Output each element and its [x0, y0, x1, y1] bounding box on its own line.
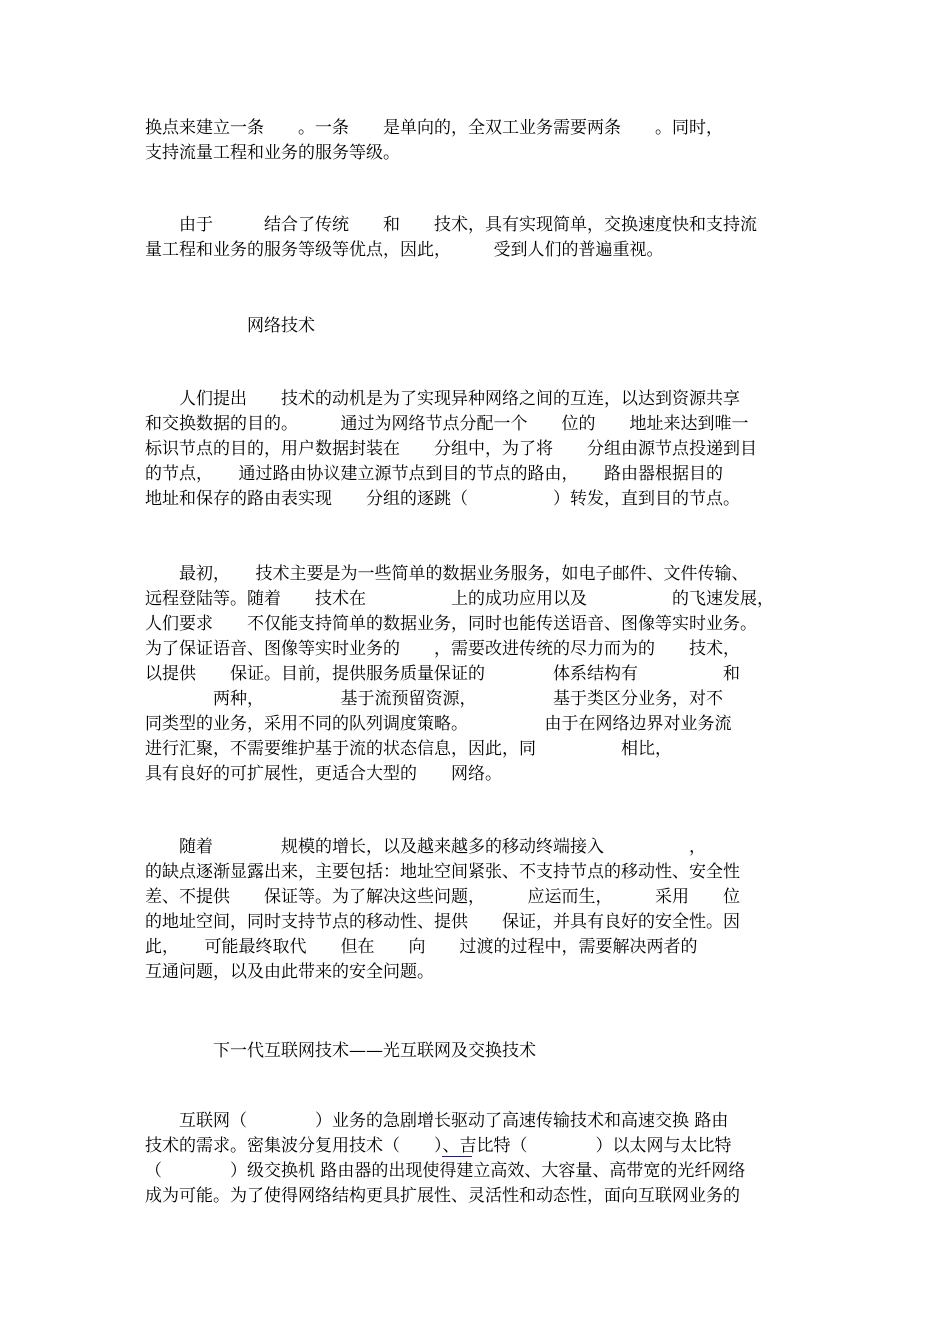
- section-heading: 网络技术: [145, 316, 315, 336]
- text-line: （ ）级交换机 路由器的出现使得建立高效、大容量、高带宽的光纤网络: [145, 1161, 746, 1181]
- text-line: 的节点， 通过路由协议建立源节点到目的节点的路由， 路由器根据目的: [145, 464, 723, 484]
- text-line: 此， 可能最终取代 但在 向 过渡的过程中，需要解决两者的: [145, 937, 698, 957]
- text-line: 标识节点的目的，用户数据封装在 分组中，为了将 分组由源节点投递到目: [145, 439, 757, 459]
- text-line: 成为可能。为了使得网络结构更具扩展性、灵活性和动态性，面向互联网业务的: [145, 1186, 740, 1206]
- text-line: 技术的需求。密集波分复用技术（ ）、吉比特（ ）以太网与太比特: [145, 1136, 732, 1156]
- text-line: 支持流量工程和业务的服务等级。: [145, 143, 400, 163]
- text-line: 量工程和业务的服务等级等优点，因此， 受到人们的普遍重视。: [145, 240, 664, 260]
- text-line: 互联网（ ）业务的急剧增长驱动了高速传输技术和高速交换 路由: [145, 1111, 729, 1131]
- text-line: 为了保证语音、图像等实时业务的 ，需要改进传统的尽力而为的 技术，: [145, 639, 740, 659]
- text-line: 人们提出 技术的动机是为了实现异种网络之间的互连，以达到资源共享: [145, 389, 740, 409]
- text-line: 随着 规模的增长，以及越来越多的移动终端接入 ，: [145, 837, 706, 857]
- text-line: 两种， 基于流预留资源， 基于类区分业务，对不: [145, 689, 723, 709]
- text-line: 同类型的业务，采用不同的队列调度策略。 由于在网络边界对业务流: [145, 714, 732, 734]
- text-line: 互通问题，以及由此带来的安全问题。: [145, 962, 434, 982]
- text-line: 地址和保存的路由表实现 分组的逐跳（ ）转发，直到目的节点。: [145, 489, 740, 509]
- text-line: 和交换数据的目的。 通过为网络节点分配一个 位的 地址来达到唯一: [145, 414, 749, 434]
- text-line: 换点来建立一条 。一条 是单向的，全双工业务需要两条 。同时，: [145, 118, 723, 138]
- hyperlink-underline[interactable]: [442, 1156, 472, 1157]
- text-line: 的地址空间，同时支持节点的移动性、提供 保证，并具有良好的安全性。因: [145, 912, 740, 932]
- text-line: 以提供 保证。目前，提供服务质量保证的 体系结构有 和: [145, 664, 740, 684]
- text-line: 具有良好的可扩展性，更适合大型的 网络。: [145, 764, 502, 784]
- text-line: 由于 结合了传统 和 技术，具有实现简单，交换速度快和支持流: [145, 215, 757, 235]
- text-line: 人们要求 不仅能支持简单的数据业务，同时也能传送语音、图像等实时业务。: [145, 614, 757, 634]
- text-line: 进行汇聚，不需要维护基于流的状态信息，因此，同 相比，: [145, 739, 672, 759]
- section-heading: 下一代互联网技术——光互联网及交换技术: [145, 1041, 536, 1061]
- text-line: 的缺点逐渐显露出来，主要包括：地址空间紧张、不支持节点的移动性、安全性: [145, 862, 740, 882]
- text-line: 差、不提供 保证等。为了解决这些问题， 应运而生， 采用 位: [145, 887, 740, 907]
- text-line: 最初， 技术主要是为一些简单的数据业务服务，如电子邮件、文件传输、: [145, 564, 749, 584]
- text-line: 远程登陆等。随着 技术在 上的成功应用以及 的飞速发展，: [145, 589, 774, 609]
